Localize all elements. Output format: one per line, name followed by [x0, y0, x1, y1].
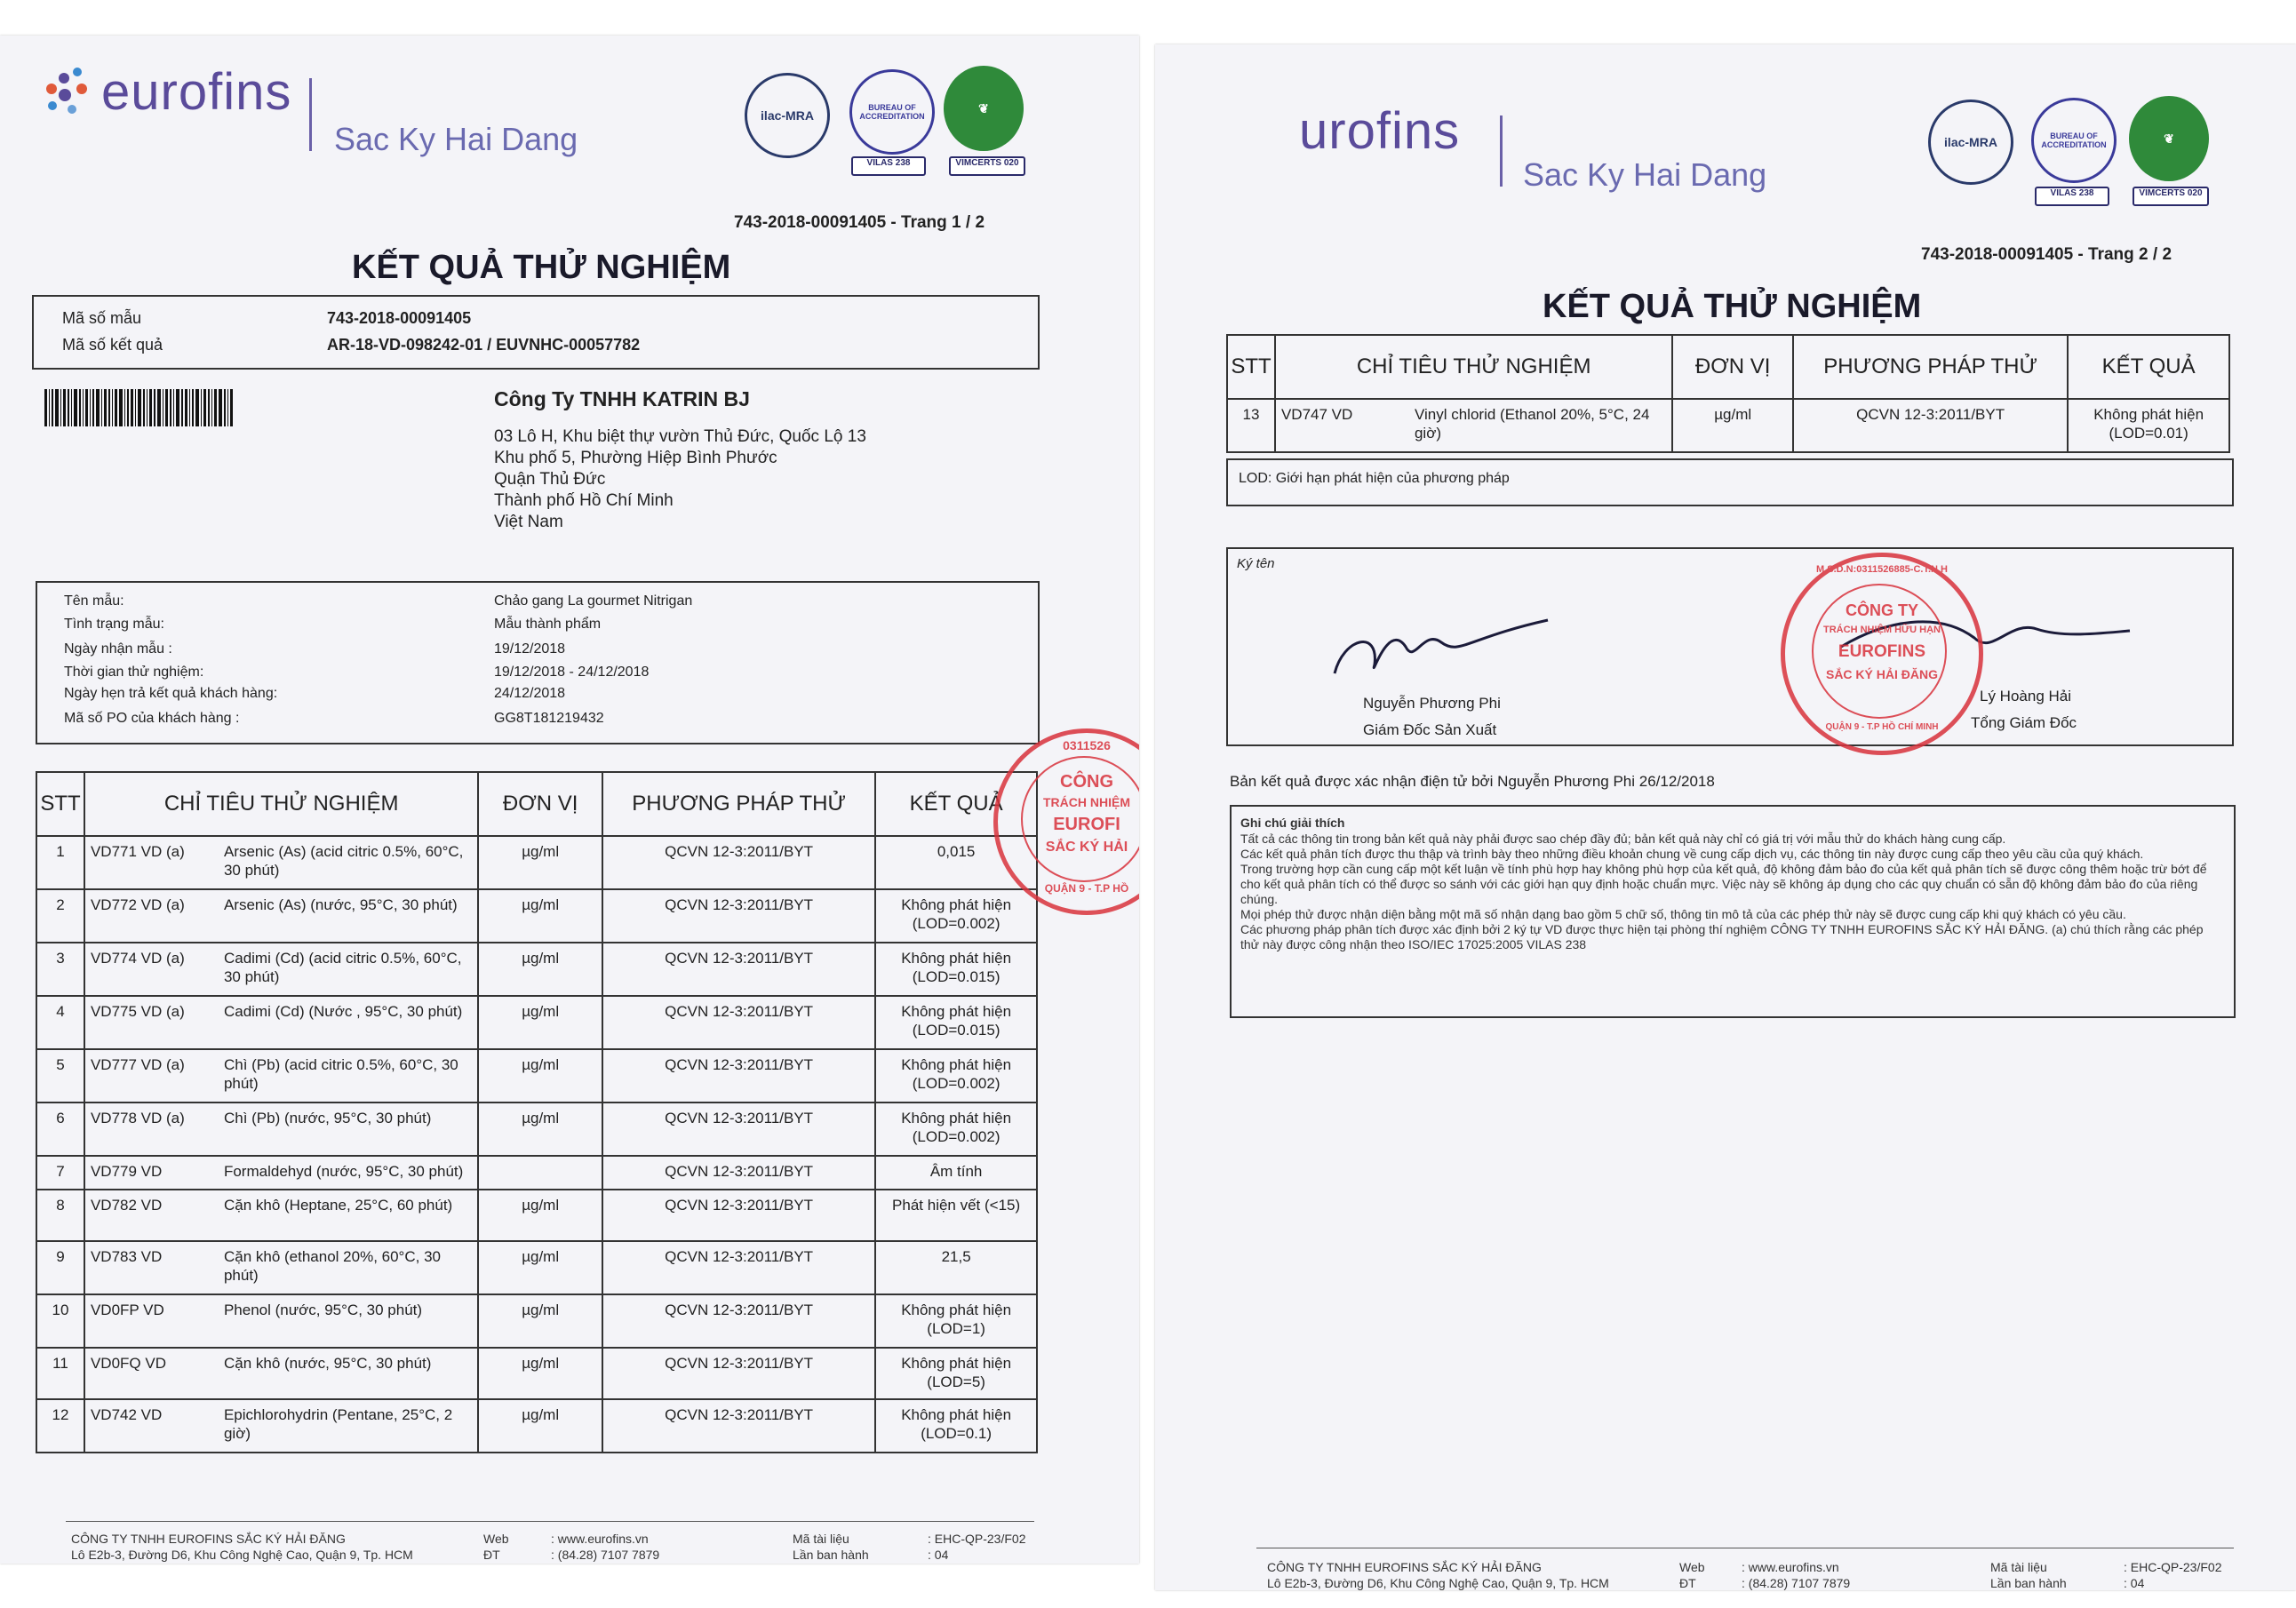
- vimcerts-badge: [2129, 96, 2209, 181]
- cell-stt: 13: [1227, 399, 1275, 452]
- eurofins-dots-icon: [43, 64, 92, 121]
- table-row: [36, 1399, 1037, 1453]
- header-stt: STT: [1227, 335, 1275, 399]
- cell-method: QCVN 12-3:2011/BYT: [602, 1190, 875, 1241]
- footer-doc-label: Mã tài liệu: [793, 1532, 849, 1546]
- cell-method: QCVN 12-3:2011/BYT: [602, 1399, 875, 1453]
- cell-stt: 12: [36, 1399, 84, 1453]
- table-header-row: [36, 772, 1037, 836]
- doc-number: 743-2018-00091405 - Trang 1 / 2: [734, 213, 985, 232]
- footer-address: Lô E2b-3, Đường D6, Khu Công Nghệ Cao, Quận 9, Tp. HCM: [1267, 1576, 1609, 1590]
- cell-stt: 8: [36, 1190, 84, 1241]
- lod-box: [1226, 458, 2234, 506]
- page-title: KẾT QUẢ THỬ NGHIỆM: [352, 249, 731, 286]
- notes-title: Ghi chú giải thích: [1240, 816, 1345, 830]
- cell-method: QCVN 12-3:2011/BYT: [1793, 399, 2068, 452]
- sample-code-box: [32, 295, 1040, 370]
- vimcerts-code-label: VIMCERTS 020: [2133, 187, 2209, 206]
- table-row: [36, 1190, 1037, 1241]
- test-code: VD779 VD: [90, 1163, 163, 1180]
- test-desc: Epichlorohydrin (Pentane, 25°C, 2 giờ): [223, 1406, 453, 1442]
- info-value: 19/12/2018: [494, 641, 566, 657]
- cell-criteria: [84, 836, 478, 889]
- stamp-line: EUROFI: [1053, 815, 1120, 834]
- electronic-confirmation: Bản kết quả được xác nhận điện tử bởi Nguyễn Phương Phi 26/12/2018: [1230, 773, 1715, 790]
- cell-unit: µg/ml: [478, 1241, 602, 1294]
- cell-result: Âm tính: [875, 1156, 1037, 1190]
- cell-criteria: [84, 1156, 478, 1190]
- stamp-ring-bottom: QUẬN 9 - T.P HỒ CHÍ MINH: [1825, 722, 1939, 732]
- footer-phone-label: ĐT: [483, 1548, 500, 1562]
- cell-method: QCVN 12-3:2011/BYT: [602, 1156, 875, 1190]
- cell-stt: 3: [36, 943, 84, 996]
- info-label: Tên mẫu:: [64, 593, 124, 609]
- report-page-1: [0, 36, 1139, 1564]
- header-result: KẾT QUẢ: [2068, 335, 2229, 399]
- cell-method: QCVN 12-3:2011/BYT: [602, 1294, 875, 1348]
- note-line: Tất cả các thông tin trong bản kết quả này phải được sao chép đầy đủ; bản kết quả này chỉ có giá trị với mẫu thử do khách hàng cung cấp.: [1240, 832, 2006, 846]
- info-label: Tình trạng mẫu:: [64, 617, 164, 632]
- cell-unit: µg/ml: [478, 1399, 602, 1453]
- cell-stt: 9: [36, 1241, 84, 1294]
- test-desc: Cặn khô (nước, 95°C, 30 phút): [223, 1355, 432, 1372]
- logo-divider: [309, 78, 312, 151]
- info-value: Chảo gang La gourmet Nitrigan: [494, 593, 693, 609]
- cell-method: QCVN 12-3:2011/BYT: [602, 889, 875, 943]
- stamp-ring-text: M.S.D.N:0311526885-C.T.N.H: [1816, 564, 1948, 575]
- cell-unit: µg/ml: [478, 889, 602, 943]
- cell-unit: µg/ml: [478, 996, 602, 1049]
- table-header-row: [1227, 335, 2229, 399]
- table-row: [36, 836, 1037, 889]
- note-line: Các kết quả phân tích được thu thập và trình bày theo những điều khoản chung về cung cấp dịch vụ, các thông tin này được cung cấp theo yêu cầu của quý khách.: [1240, 847, 2144, 861]
- company-stamp: [1781, 553, 1983, 755]
- cell-method: QCVN 12-3:2011/BYT: [602, 1348, 875, 1399]
- cell-unit: µg/ml: [478, 836, 602, 889]
- test-desc: Chì (Pb) (acid citric 0.5%, 60°C, 30 phút): [223, 1056, 458, 1092]
- test-code: VD0FP VD: [90, 1302, 164, 1318]
- notes-box: [1230, 805, 2236, 1018]
- footer-rev: : 04: [928, 1548, 949, 1562]
- test-code: VD783 VD: [90, 1248, 163, 1265]
- cell-unit: µg/ml: [478, 1348, 602, 1399]
- subsidiary-name: Sac Ky Hai Dang: [1523, 156, 1767, 193]
- cell-criteria: [84, 1294, 478, 1348]
- customer-address: [494, 426, 866, 533]
- info-value: GG8T181219432: [494, 711, 604, 726]
- result-code-value: AR-18-VD-098242-01 / EUVNHC-00057782: [327, 336, 641, 354]
- cell-stt: 4: [36, 996, 84, 1049]
- test-code: VD778 VD (a): [90, 1110, 185, 1126]
- cell-stt: 6: [36, 1103, 84, 1156]
- footer-doc-code: : EHC-QP-23/F02: [2124, 1560, 2222, 1574]
- cell-result: Không phát hiện (LOD=0.015): [875, 943, 1037, 996]
- results-table: [36, 771, 1038, 1453]
- cell-result: Không phát hiện (LOD=0.015): [875, 996, 1037, 1049]
- cell-stt: 2: [36, 889, 84, 943]
- test-desc: Formaldehyd (nước, 95°C, 30 phút): [223, 1163, 464, 1180]
- leaf-icon: ❦: [978, 100, 989, 115]
- sample-code-value: 743-2018-00091405: [327, 309, 472, 327]
- cell-criteria: [84, 1049, 478, 1103]
- cell-unit: µg/ml: [478, 1190, 602, 1241]
- info-label: Thời gian thử nghiệm:: [64, 665, 204, 680]
- cell-result: Phát hiện vết (<15): [875, 1190, 1037, 1241]
- signature-box: [1226, 547, 2234, 746]
- results-table: [1226, 334, 2230, 453]
- header-criteria: CHỈ TIÊU THỬ NGHIỆM: [84, 772, 478, 836]
- test-code: VD775 VD (a): [90, 1003, 185, 1020]
- test-desc: Chì (Pb) (nước, 95°C, 30 phút): [223, 1110, 432, 1126]
- footer-company: CÔNG TY TNHH EUROFINS SẮC KÝ HẢI ĐĂNG: [71, 1532, 346, 1546]
- table-row: [36, 1156, 1037, 1190]
- stamp-line: SẮC KÝ HẢI ĐĂNG: [1825, 667, 1938, 681]
- footer-doc-label: Mã tài liệu: [1990, 1560, 2047, 1574]
- footer-doc-code: : EHC-QP-23/F02: [928, 1532, 1026, 1546]
- cell-method: QCVN 12-3:2011/BYT: [602, 836, 875, 889]
- boa-text: BUREAU OF ACCREDITATION: [859, 103, 925, 121]
- test-desc: Arsenic (As) (nước, 95°C, 30 phút): [223, 896, 458, 913]
- test-code: VD0FQ VD: [90, 1355, 166, 1372]
- footer-phone: : (84.28) 7107 7879: [1742, 1576, 1851, 1590]
- header-unit: ĐƠN VỊ: [478, 772, 602, 836]
- footer-rule: [66, 1521, 1034, 1522]
- test-desc: Arsenic (As) (acid citric 0.5%, 60°C, 30 phút): [223, 843, 464, 879]
- stamp-line: TRÁCH NHIỆM: [1043, 795, 1130, 809]
- stamp-ring-bottom: QUẬN 9 - T.P HỒ: [1044, 882, 1129, 895]
- table-row: [36, 943, 1037, 996]
- table-row: [36, 1103, 1037, 1156]
- cell-unit: µg/ml: [478, 1049, 602, 1103]
- signed-label: Ký tên: [1237, 556, 1275, 571]
- info-label: Mã số PO của khách hàng :: [64, 711, 240, 726]
- cell-stt: 1: [36, 836, 84, 889]
- test-desc: Cadimi (Cd) (acid citric 0.5%, 60°C, 30 phút): [223, 950, 462, 985]
- table-row: [36, 1241, 1037, 1294]
- cell-unit: µg/ml: [478, 943, 602, 996]
- cell-criteria: [84, 1241, 478, 1294]
- table-row: [36, 1049, 1037, 1103]
- footer-web-label: Web: [1679, 1560, 1705, 1574]
- footer-rev: : 04: [2124, 1576, 2145, 1590]
- note-line: Trong trường hợp cần cung cấp một kết luận về tính phù hợp hay không phù hợp của kết quả, độ không đảm bảo đo của kết quả phân tích sẽ được công thêm hoặc trừ bớt để cho kết quả phân tích có thể được so sánh với các giới hạn quy định hoặc chuẩn mực. Việc này sẽ không áp dụng cho các quy chuẩn có sẵn độ không đảm bảo đo của riêng chúng.: [1240, 862, 2207, 906]
- cell-criteria: [84, 889, 478, 943]
- cell-method: QCVN 12-3:2011/BYT: [602, 1241, 875, 1294]
- cell-result: 21,5: [875, 1241, 1037, 1294]
- lod-note: LOD: Giới hạn phát hiện của phương pháp: [1239, 471, 1510, 486]
- stamp-line: EUROFINS: [1838, 642, 1926, 661]
- cell-criteria: [84, 1103, 478, 1156]
- address-line: Quận Thủ Đức: [494, 470, 606, 489]
- cell-unit: µg/ml: [1672, 399, 1793, 452]
- address-line: Khu phố 5, Phường Hiệp Bình Phước: [494, 449, 777, 467]
- sample-code-label: Mã số mẫu: [62, 309, 142, 327]
- cell-criteria: [84, 996, 478, 1049]
- header-result: KẾT QUẢ: [875, 772, 1037, 836]
- page-title: KẾT QUẢ THỬ NGHIỆM: [1543, 288, 1922, 325]
- vilas-code-label: VILAS 238: [851, 156, 926, 176]
- vimcerts-code-label: VIMCERTS 020: [949, 156, 1025, 176]
- test-code: VD742 VD: [90, 1406, 163, 1423]
- stamp-line: CÔNG: [1060, 772, 1113, 792]
- brand-name: eurofins: [101, 63, 292, 121]
- sample-info-box: [36, 581, 1040, 744]
- info-label: Ngày nhận mẫu :: [64, 641, 172, 657]
- signer1-role: Giám Đốc Sản Xuất: [1363, 721, 1497, 738]
- cell-method: QCVN 12-3:2011/BYT: [602, 1049, 875, 1103]
- signer2-role: Tổng Giám Đốc: [1971, 714, 2077, 731]
- company-stamp-partial: [993, 728, 1139, 915]
- cell-method: QCVN 12-3:2011/BYT: [602, 1103, 875, 1156]
- info-label: Ngày hẹn trả kết quả khách hàng:: [64, 686, 278, 701]
- result-code-label: Mã số kết quả: [62, 336, 163, 354]
- cell-criteria: [84, 943, 478, 996]
- test-code: VD774 VD (a): [90, 950, 185, 967]
- test-code: VD747 VD: [1280, 406, 1353, 423]
- vimcerts-badge: [944, 66, 1024, 151]
- address-line: Việt Nam: [494, 513, 563, 531]
- boa-accreditation-badge: [849, 69, 935, 155]
- boa-accreditation-badge: [2031, 98, 2117, 183]
- notes-body: [1240, 832, 2218, 952]
- cell-stt: 11: [36, 1348, 84, 1399]
- test-desc: Cadimi (Cd) (Nước , 95°C, 30 phút): [223, 1003, 463, 1020]
- table-row: [1227, 399, 2229, 452]
- signer2-name: Lý Hoàng Hải: [1980, 688, 2072, 704]
- cell-criteria: [1275, 399, 1672, 452]
- note-line: Các phương pháp phân tích được xác định bởi 2 ký tự VD được thực hiện tại phòng thí nghiệm CÔNG TY TNHH EUROFINS SẮC KÝ HẢI ĐĂNG. (a) chú thích rằng các phép thử này được công nhận theo ISO/IEC 17025:2005 VILAS 238: [1240, 922, 2204, 951]
- cell-method: QCVN 12-3:2011/BYT: [602, 943, 875, 996]
- test-code: VD777 VD (a): [90, 1056, 185, 1073]
- customer-name: Công Ty TNHH KATRIN BJ: [494, 387, 750, 410]
- table-row: [36, 889, 1037, 943]
- signature-1-icon: [1326, 602, 1557, 682]
- footer-phone-label: ĐT: [1679, 1576, 1696, 1590]
- footer-web: : www.eurofins.vn: [551, 1532, 649, 1546]
- barcode: [44, 389, 235, 426]
- stamp-line: CÔNG TY: [1845, 601, 1918, 619]
- brand-name: urofins: [1299, 102, 1461, 160]
- doc-number: 743-2018-00091405 - Trang 2 / 2: [1921, 245, 2172, 264]
- test-code: VD772 VD (a): [90, 896, 185, 913]
- address-line: 03 Lô H, Khu biệt thự vườn Thủ Đức, Quốc Lộ 13: [494, 427, 866, 446]
- cell-result: Không phát hiện (LOD=0.1): [875, 1399, 1037, 1453]
- cell-result: Không phát hiện (LOD=0.002): [875, 889, 1037, 943]
- cell-criteria: [84, 1190, 478, 1241]
- test-desc: Cặn khô (Heptane, 25°C, 60 phút): [223, 1197, 453, 1214]
- ilac-mra-badge: ilac-MRA: [745, 73, 830, 158]
- cell-stt: 5: [36, 1049, 84, 1103]
- info-value: 24/12/2018: [494, 686, 566, 701]
- subsidiary-name: Sac Ky Hai Dang: [334, 121, 578, 157]
- cell-result: 0,015: [875, 836, 1037, 889]
- cell-result: Không phát hiện (LOD=0.002): [875, 1103, 1037, 1156]
- table-row: [36, 1348, 1037, 1399]
- stamp-line: TRÁCH NHIỆM HỮU HẠN: [1823, 625, 1941, 635]
- info-value: Mẫu thành phẩm: [494, 617, 602, 632]
- cell-result: Không phát hiện (LOD=1): [875, 1294, 1037, 1348]
- footer-phone: : (84.28) 7107 7879: [551, 1548, 660, 1562]
- cell-unit: [478, 1156, 602, 1190]
- cell-result: Không phát hiện (LOD=5): [875, 1348, 1037, 1399]
- cell-result: Không phát hiện (LOD=0.002): [875, 1049, 1037, 1103]
- footer-web-label: Web: [483, 1532, 509, 1546]
- test-desc: Phenol (nước, 95°C, 30 phút): [223, 1302, 423, 1318]
- footer-rev-label: Lần ban hành: [793, 1548, 869, 1562]
- cell-stt: 10: [36, 1294, 84, 1348]
- note-line: Mọi phép thử được nhận diện bằng một mã số nhận dạng bao gồm 5 chữ số, thông tin mô tả của các phép thử này sẽ được cung cấp khi quý khách có yêu cầu.: [1240, 907, 2126, 921]
- signer1-name: Nguyễn Phương Phi: [1363, 695, 1501, 712]
- cell-unit: µg/ml: [478, 1294, 602, 1348]
- footer-address: Lô E2b-3, Đường D6, Khu Công Nghệ Cao, Quận 9, Tp. HCM: [71, 1548, 413, 1562]
- cell-criteria: [84, 1348, 478, 1399]
- test-code: VD771 VD (a): [90, 843, 185, 860]
- logo-divider: [1500, 115, 1503, 187]
- boa-text: BUREAU OF ACCREDITATION: [2041, 131, 2107, 149]
- stamp-line: SẮC KÝ HẢI: [1045, 840, 1128, 855]
- ilac-mra-badge: ilac-MRA: [1928, 100, 2013, 185]
- cell-result: Không phát hiện (LOD=0.01): [2068, 399, 2229, 452]
- cell-stt: 7: [36, 1156, 84, 1190]
- footer-company: CÔNG TY TNHH EUROFINS SẮC KÝ HẢI ĐĂNG: [1267, 1560, 1542, 1574]
- header-method: PHƯƠNG PHÁP THỬ: [602, 772, 875, 836]
- header-method: PHƯƠNG PHÁP THỬ: [1793, 335, 2068, 399]
- test-desc: Cặn khô (ethanol 20%, 60°C, 30 phút): [223, 1248, 441, 1284]
- header-unit: ĐƠN VỊ: [1672, 335, 1793, 399]
- stamp-ring-text: 0311526: [1063, 738, 1111, 752]
- header-criteria: CHỈ TIÊU THỬ NGHIỆM: [1275, 335, 1672, 399]
- address-line: Thành phố Hồ Chí Minh: [494, 491, 674, 510]
- cell-unit: µg/ml: [478, 1103, 602, 1156]
- footer-rev-label: Lần ban hành: [1990, 1576, 2067, 1590]
- eurofins-logo: [43, 62, 291, 122]
- footer-web: : www.eurofins.vn: [1742, 1560, 1839, 1574]
- table-row: [36, 996, 1037, 1049]
- cell-method: QCVN 12-3:2011/BYT: [602, 996, 875, 1049]
- vilas-code-label: VILAS 238: [2035, 187, 2109, 206]
- leaf-icon: ❦: [2164, 131, 2174, 146]
- cell-criteria: [84, 1399, 478, 1453]
- test-desc: Vinyl chlorid (Ethanol 20%, 5°C, 24 giờ): [1414, 406, 1650, 442]
- report-page-2: [1155, 44, 2296, 1590]
- info-value: 19/12/2018 - 24/12/2018: [494, 665, 650, 680]
- table-row: [36, 1294, 1037, 1348]
- test-code: VD782 VD: [90, 1197, 163, 1214]
- eurofins-logo: [1299, 101, 1460, 161]
- header-stt: STT: [36, 772, 84, 836]
